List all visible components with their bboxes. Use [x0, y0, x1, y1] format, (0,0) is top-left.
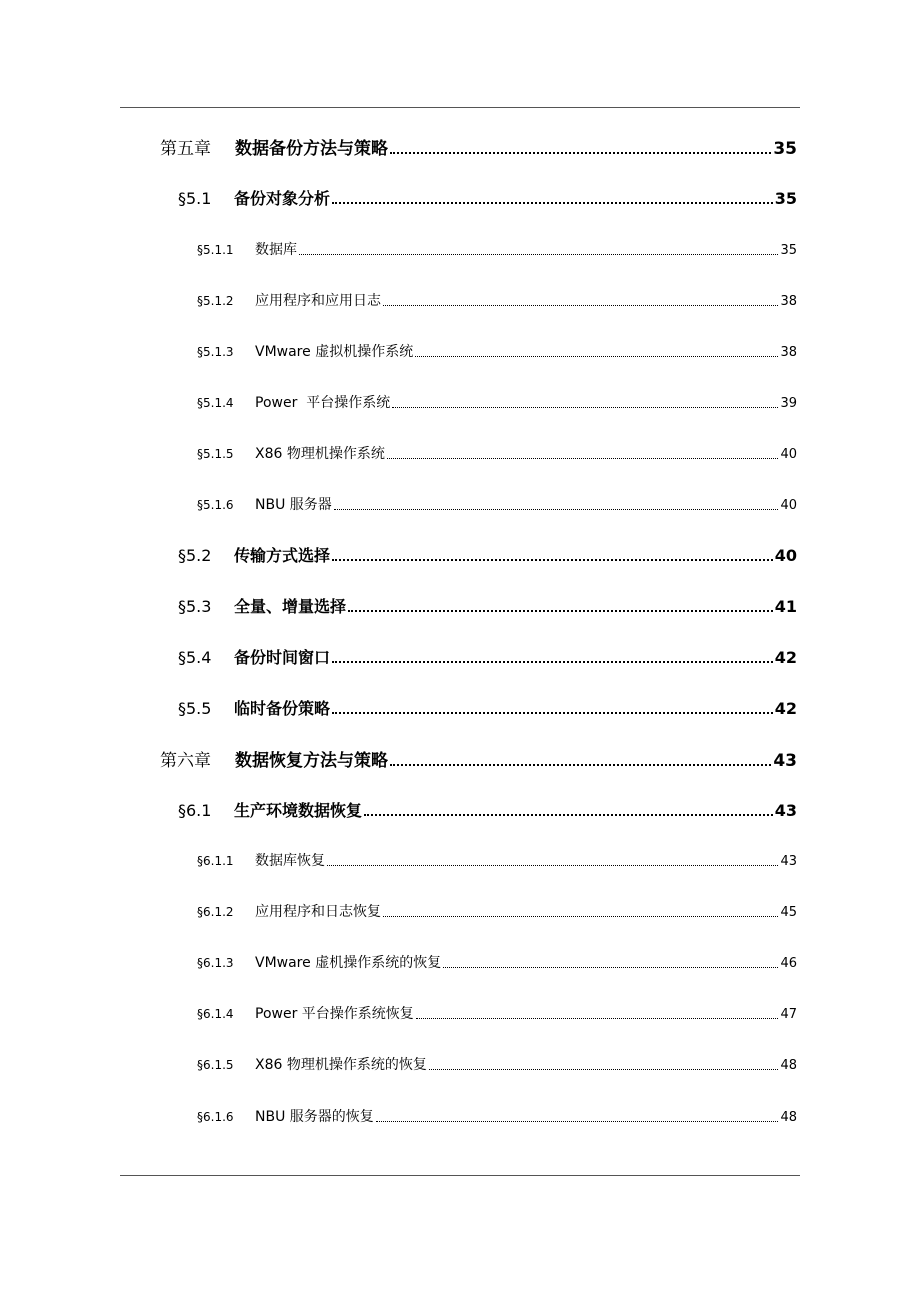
toc-title: 数据恢复方法与策略 — [235, 751, 388, 771]
toc-entry[interactable] — [178, 543, 797, 566]
toc-title: 数据库 — [255, 242, 297, 258]
toc-entry[interactable] — [178, 798, 797, 821]
toc-page: 35 — [780, 243, 797, 258]
toc-title: NBU 服务器 — [255, 497, 332, 513]
toc-title: 传输方式选择 — [234, 546, 331, 565]
toc-leader — [416, 1018, 779, 1019]
toc-page: 48 — [780, 1110, 797, 1125]
toc-entry[interactable] — [197, 901, 797, 921]
toc-entry[interactable] — [197, 1003, 797, 1023]
toc-number: §5.5 — [178, 699, 212, 718]
toc-page: 35 — [773, 139, 797, 159]
toc-number: §6.1.3 — [197, 956, 234, 970]
toc-number: §5.1.5 — [197, 447, 234, 461]
toc-entry[interactable] — [197, 952, 797, 972]
toc-title: 应用程序和日志恢复 — [255, 904, 381, 920]
toc-leader — [299, 254, 778, 255]
toc-leader — [327, 865, 778, 866]
toc-page: 48 — [780, 1058, 797, 1073]
toc-title: 数据库恢复 — [255, 853, 325, 869]
toc-entry[interactable] — [197, 494, 797, 514]
toc-leader — [429, 1069, 779, 1070]
toc-page: 43 — [774, 801, 797, 820]
toc-leader — [392, 407, 778, 408]
toc-page: 40 — [780, 498, 797, 513]
toc-entry[interactable] — [197, 443, 797, 463]
toc-entry[interactable] — [197, 1054, 797, 1074]
toc-leader — [390, 152, 771, 154]
toc-page: 41 — [774, 597, 797, 616]
toc-leader — [383, 916, 778, 917]
toc-title: X86 物理机操作系统的恢复 — [255, 1057, 427, 1073]
toc-page: 45 — [780, 905, 797, 920]
footer-rule — [120, 1175, 800, 1176]
toc-number: 第六章 — [160, 751, 211, 771]
toc-number: §5.1 — [178, 189, 212, 208]
toc-title: 数据备份方法与策略 — [235, 139, 388, 159]
toc-page: 43 — [780, 854, 797, 869]
toc-number: 第五章 — [160, 139, 211, 159]
toc-number: §6.1 — [178, 801, 212, 820]
toc-leader — [334, 509, 779, 510]
toc-leader — [443, 967, 778, 968]
toc-page: 46 — [780, 956, 797, 971]
toc-leader — [332, 202, 773, 204]
toc-title: NBU 服务器的恢复 — [255, 1109, 374, 1125]
toc-number: §6.1.4 — [197, 1007, 234, 1021]
toc-number: §5.1.3 — [197, 345, 234, 359]
toc-page: 39 — [780, 396, 797, 411]
toc-number: §6.1.5 — [197, 1058, 234, 1072]
toc-title: 全量、增量选择 — [234, 597, 347, 616]
toc-page: 42 — [774, 699, 797, 718]
toc-leader — [332, 661, 773, 663]
toc-title: X86 物理机操作系统 — [255, 446, 385, 462]
toc-page: 47 — [780, 1007, 797, 1022]
toc-entry[interactable] — [178, 186, 797, 209]
toc-leader — [383, 305, 778, 306]
toc-title: Power 平台操作系统 — [255, 395, 391, 411]
toc-title: 生产环境数据恢复 — [234, 801, 363, 820]
toc-leader — [390, 764, 771, 766]
toc-page: 38 — [780, 345, 797, 360]
toc-number: §5.4 — [178, 648, 212, 667]
toc-entry[interactable] — [197, 392, 797, 412]
toc-title: Power 平台操作系统恢复 — [255, 1006, 414, 1022]
toc-title: VMware 虚机操作系统的恢复 — [255, 955, 442, 971]
toc-page: 38 — [780, 294, 797, 309]
toc-leader — [364, 814, 773, 816]
toc-page: 35 — [774, 189, 797, 208]
toc-leader — [332, 712, 773, 714]
toc-number: §6.1.2 — [197, 905, 234, 919]
toc-leader — [332, 559, 773, 561]
toc-page: 40 — [780, 447, 797, 462]
toc-title: 应用程序和应用日志 — [255, 293, 381, 309]
toc-entry[interactable] — [197, 1106, 797, 1126]
toc-entry[interactable] — [178, 594, 797, 617]
toc-number: §5.2 — [178, 546, 212, 565]
toc-title: 备份对象分析 — [234, 189, 331, 208]
toc-entry[interactable] — [197, 239, 797, 259]
toc-leader — [376, 1121, 779, 1122]
toc-entry[interactable] — [197, 850, 797, 870]
toc-title: VMware 虚拟机操作系统 — [255, 344, 414, 360]
toc-number: §5.1.4 — [197, 396, 234, 410]
toc-entry[interactable] — [160, 134, 797, 159]
toc-entry[interactable] — [178, 645, 797, 668]
toc-page: 43 — [773, 751, 797, 771]
toc-leader — [387, 458, 779, 459]
toc-title: 备份时间窗口 — [234, 648, 331, 667]
toc-entry[interactable] — [160, 746, 797, 771]
toc-entry[interactable] — [197, 341, 797, 361]
toc-number: §5.3 — [178, 597, 212, 616]
toc-number: §5.1.1 — [197, 243, 234, 257]
toc-entry[interactable] — [178, 696, 797, 719]
toc-number: §5.1.6 — [197, 498, 234, 512]
toc-page: 40 — [774, 546, 797, 565]
toc-number: §5.1.2 — [197, 294, 234, 308]
toc-number: §6.1.6 — [197, 1110, 234, 1124]
toc-page: 42 — [774, 648, 797, 667]
toc-title: 临时备份策略 — [234, 699, 331, 718]
toc-leader — [348, 610, 773, 612]
toc-leader — [415, 356, 778, 357]
toc-number: §6.1.1 — [197, 854, 234, 868]
toc-entry[interactable] — [197, 290, 797, 310]
